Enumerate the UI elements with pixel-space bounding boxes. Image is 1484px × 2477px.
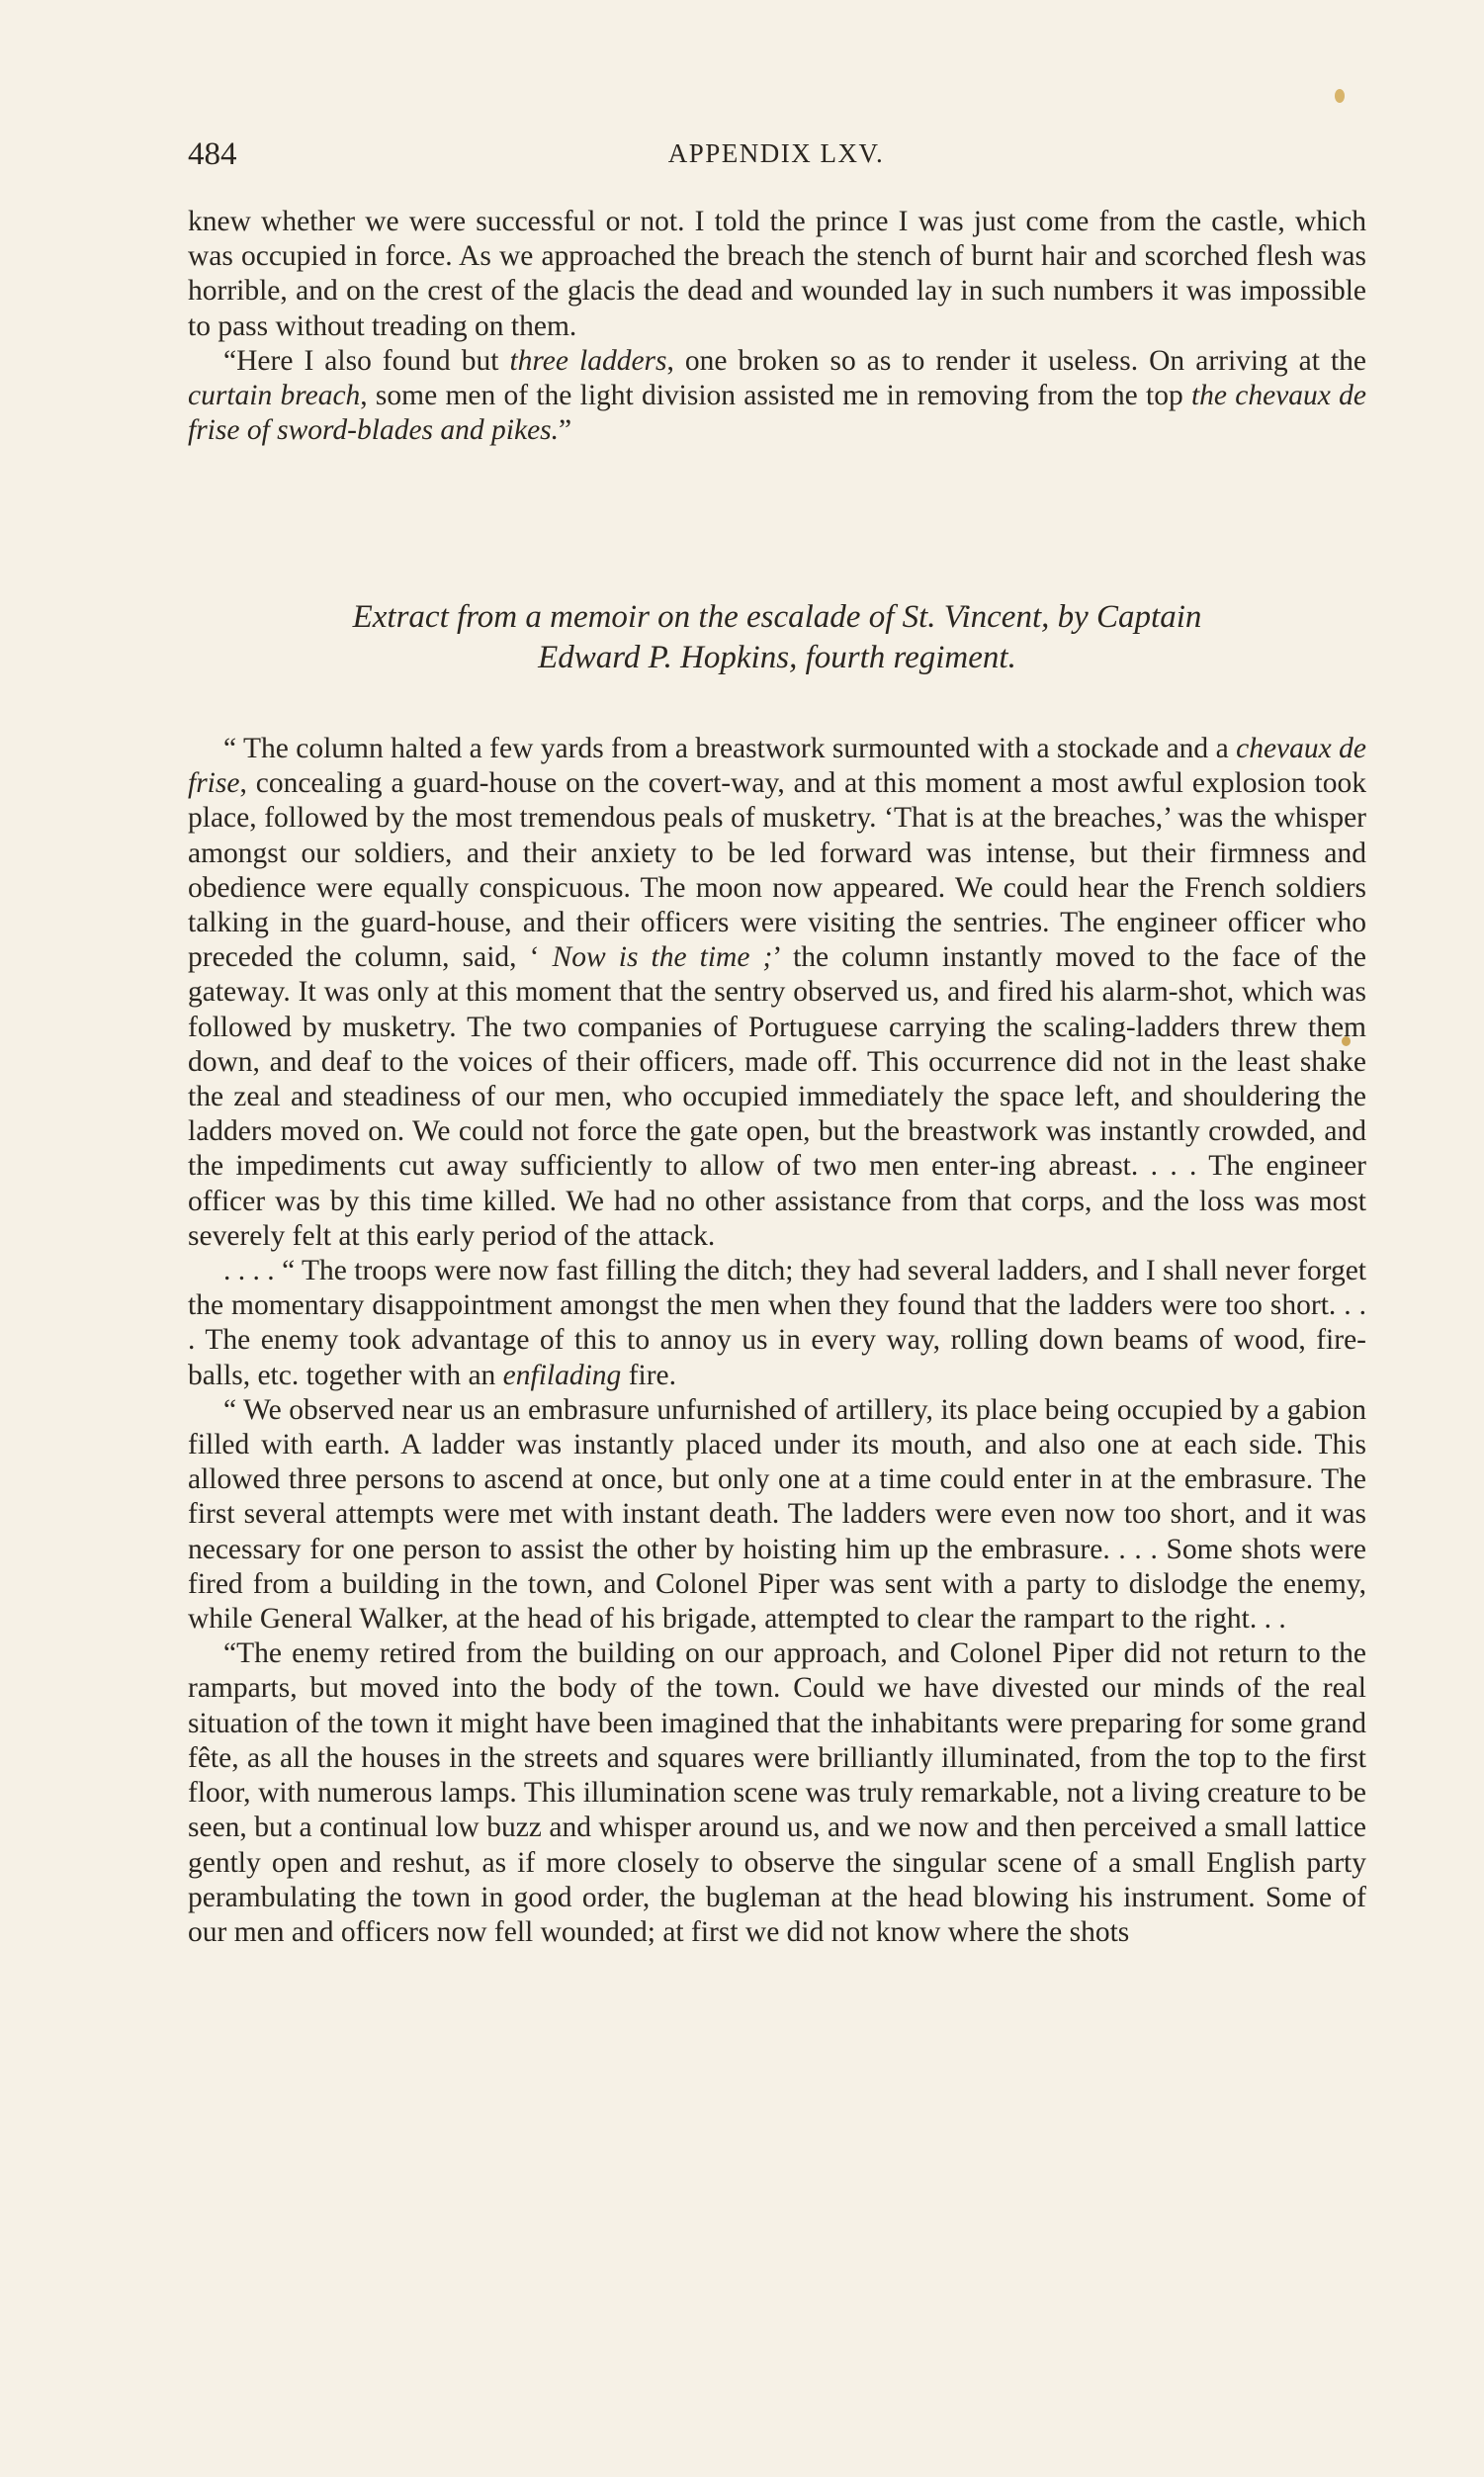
section-heading xyxy=(188,597,1366,678)
heading-line: Edward P. Hopkins, fourth regiment. xyxy=(538,640,1016,675)
italic-run: enfilading xyxy=(502,1359,622,1391)
paragraph xyxy=(188,344,1366,449)
italic-run: the chevaux de frise of sword-blades and pikes. xyxy=(188,380,1366,447)
text-run: , some men of the light division assisted me in removing from the top xyxy=(360,380,1191,412)
memoir-text-block xyxy=(188,732,1366,1950)
text-run: . . . . “ The troops were now fast filling the ditch; they had several ladders, and I shall never forget the momentary disappointment amongst the men when they found that the ladders were too short. . . . The enemy took advantage of this to annoy us in every way, rolling down beams of wood, fire-balls, etc. together with an xyxy=(188,1255,1366,1391)
italic-run: three ladders xyxy=(509,344,667,377)
text-run: “ The column halted a few yards from a breastwork surmounted with a stockade and a xyxy=(223,733,1237,764)
paragraph xyxy=(188,1254,1366,1393)
text-run: ” xyxy=(559,414,572,447)
paragraph: “The enemy retired from the building on our approach, and Colonel Piper did not return to the ramparts, but moved into the body of the town. Could we have divested our minds of the real situation of the town it might have been imagined that the inhabitants were preparing for some grand fête, as all the houses in the streets and squares were brilliantly illuminated, from the top to the first floor, with numerous lamps. This illumination scene was truly remarkable, not a living creature to be seen, but a continual low buzz and whisper around us, and we now and then perceived a small lattice gently open and reshut, as if more closely to observe the singular scene of a small English party perambulating the town in good order, the bugleman at the head blowing his instrument. Some of our men and officers now fell wounded; at first we did not know where the shots xyxy=(188,1637,1366,1948)
running-head: APPENDIX LXV. xyxy=(667,138,885,168)
italic-run: chevaux de frise xyxy=(188,733,1366,800)
page-header xyxy=(188,136,1364,180)
text-run: , concealing a guard-house on the covert-way, and at this moment a most awful explosion took place, followed by the most tremendous peals of musketry. ‘That is at the breaches,’ was the whisper amongst our soldiers, and their anxiety to be led forward was intense, but their firmness and obedience were equally conspicuous. The moon now appeared. We could hear the French soldiers talking in the guard-house, and their officers were visiting the sentries. The engineer officer who preceded the column, said, ‘ xyxy=(188,767,1366,974)
text-run: “Here I also found but xyxy=(223,344,510,377)
paper-stain xyxy=(1335,89,1345,103)
paragraph: knew whether we were successful or not. I told the prince I was just come from the castle, which was occupied in force. As we approached the breach the stench of burnt hair and scorched flesh was horrible, and on the crest of the glacis the dead and wounded lay in such numbers it was impossible to pass without treading on them. xyxy=(188,206,1366,342)
text-run: fire. xyxy=(621,1359,676,1391)
text-run: , one broken so as to render it useless. On arriving at the xyxy=(666,344,1366,377)
paragraph: “ We observed near us an embrasure unfurnished of artillery, its place being occupied by a gabion filled with earth. A ladder was instantly placed under its mouth, and also one at each side. This allowed three persons to ascend at once, but only one at a time could enter in at the embrasure. The first several attempts were met with instant death. The ladders were even now too short, and it was necessary for one person to assist the other by hoisting him up the embrasure. . . . Some shots were fired from a building in the town, and Colonel Piper was sent with a party to dislodge the enemy, while General Walker, at the head of his brigade, attempted to clear the rampart to the right. . . xyxy=(188,1393,1366,1636)
continued-text-block xyxy=(188,205,1366,448)
heading-line: Extract from a memoir on the escalade of St. Vincent, by Captain xyxy=(352,599,1202,635)
italic-run: curtain breach xyxy=(188,380,361,412)
italic-run: Now is the time ; xyxy=(552,941,773,974)
page-number: 484 xyxy=(188,136,237,172)
paragraph xyxy=(188,732,1366,1254)
text-run: ’ the column instantly moved to the face of the gateway. It was only at this moment that the sentry observed us, and fired his alarm-shot, which was followed by musketry. The two companies of Portuguese carrying the scaling-ladders threw them down, and deaf to the voices of their officers, made off. This occurrence did not in the least shake the zeal and steadiness of our men, who occupied immediately the space left, and shouldering the ladders moved on. We could not force the gate open, but the breastwork was instantly crowded, and the impediments cut away sufficiently to allow of two men enter-ing abreast. . . . The engineer officer was by this time killed. We had no other assistance from that corps, and the loss was most severely felt at this early period of the attack. xyxy=(188,941,1366,1252)
